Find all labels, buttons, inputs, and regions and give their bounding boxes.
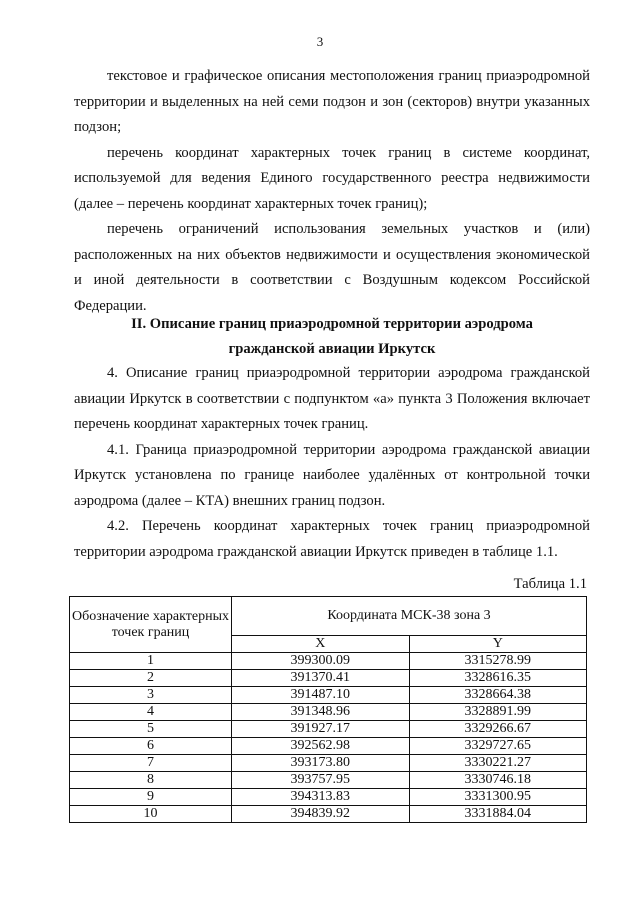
cell-point-number: 10 [70, 806, 232, 823]
cell-coordinate-y: 3328664.38 [409, 687, 587, 704]
cell-point-number: 2 [70, 670, 232, 687]
table-row [70, 687, 587, 704]
table-row [70, 772, 587, 789]
intro-text-block [74, 64, 590, 319]
table-row [70, 789, 587, 806]
table-row [70, 721, 587, 738]
cell-coordinate-x: 394839.92 [232, 806, 410, 823]
table-row [70, 806, 587, 823]
column-header-y: Y [409, 636, 587, 653]
cell-point-number: 4 [70, 704, 232, 721]
table-caption: Таблица 1.1 [513, 576, 587, 592]
cell-coordinate-y: 3315278.99 [409, 653, 587, 670]
section-heading [74, 312, 590, 362]
table-row [70, 670, 587, 687]
cell-point-number: 7 [70, 755, 232, 772]
cell-point-number: 1 [70, 653, 232, 670]
cell-coordinate-y: 3331884.04 [409, 806, 587, 823]
cell-coordinate-y: 3329266.67 [409, 721, 587, 738]
cell-point-number: 6 [70, 738, 232, 755]
table-row [70, 653, 587, 670]
cell-coordinate-x: 393173.80 [232, 755, 410, 772]
cell-coordinate-x: 399300.09 [232, 653, 410, 670]
cell-point-number: 3 [70, 687, 232, 704]
cell-coordinate-x: 391927.17 [232, 721, 410, 738]
cell-coordinate-y: 3331300.95 [409, 789, 587, 806]
cell-point-number: 9 [70, 789, 232, 806]
cell-coordinate-y: 3329727.65 [409, 738, 587, 755]
table-row [70, 738, 587, 755]
column-header-x: X [232, 636, 410, 653]
paragraph-restrictions-list: перечень ограничений использования земельных участков и (или) расположенных на них объектов недвижимости и осуществления экономической и иной деятельности в соответствии с Воздушным кодексом Российской Федерации. [74, 221, 590, 314]
cell-coordinate-x: 393757.95 [232, 772, 410, 789]
cell-point-number: 5 [70, 721, 232, 738]
section-heading-line-1: II. Описание границ приаэродромной территории аэродрома [131, 316, 533, 332]
paragraph-coordinates-list: перечень координат характерных точек границ в системе координат, используемой для ведения Единого государственного реестра недвижимости (далее – перечень координат характерных точек границ); [74, 144, 590, 212]
cell-coordinate-y: 3330221.27 [409, 755, 587, 772]
section-heading-line-2: гражданской авиации Иркутск [228, 341, 436, 357]
cell-coordinate-x: 394313.83 [232, 789, 410, 806]
column-header-coordinate-group: Координата МСК-38 зона 3 [232, 597, 587, 636]
cell-point-number: 8 [70, 772, 232, 789]
cell-coordinate-y: 3330746.18 [409, 772, 587, 789]
page-number: 3 [316, 34, 324, 49]
table-body [70, 653, 587, 823]
section-text-block [74, 361, 590, 565]
paragraph-text-description: текстовое и графическое описания местоположения границ приаэродромной территории и выделенных на ней семи подзон и зон (секторов) внутри указанных подзон; [74, 68, 590, 135]
paragraph-4-1: 4.1. Граница приаэродромной территории аэродрома гражданской авиации Иркутск установлена по границе наиболее удалённых от контрольной точки аэродрома (далее – КТА) внешних границ подзон. [74, 441, 590, 509]
coordinates-table [69, 596, 587, 823]
cell-coordinate-x: 392562.98 [232, 738, 410, 755]
table-row [70, 755, 587, 772]
cell-coordinate-x: 391370.41 [232, 670, 410, 687]
paragraph-4-2: 4.2. Перечень координат характерных точек границ приаэродромной территории аэродрома гражданской авиации Иркутск приведен в таблице 1.1. [74, 518, 590, 560]
cell-coordinate-x: 391487.10 [232, 687, 410, 704]
cell-coordinate-y: 3328616.35 [409, 670, 587, 687]
cell-coordinate-y: 3328891.99 [409, 704, 587, 721]
table-row [70, 704, 587, 721]
column-header-designation: Обозначение характерных точек границ [70, 597, 232, 653]
cell-coordinate-x: 391348.96 [232, 704, 410, 721]
paragraph-4: 4. Описание границ приаэродромной территории аэродрома гражданской авиации Иркутск в соответствии с подпунктом «а» пункта 3 Положения включает перечень координат характерных точек границ. [74, 365, 590, 432]
